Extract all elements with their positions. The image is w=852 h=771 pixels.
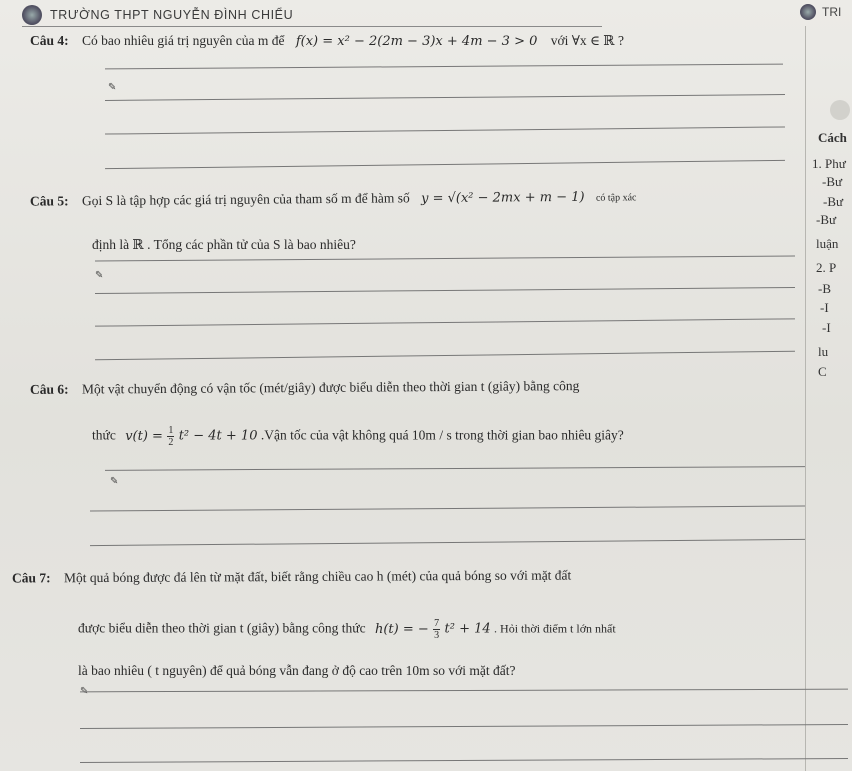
question-7-line-2-start: được biểu diễn theo thời gian t (giây) bằng công thức <box>78 620 366 636</box>
next-page-text: 2. P <box>816 260 837 275</box>
question-7 <box>12 567 571 588</box>
question-4-formula: f(x) = x² − 2(2m − 3)x + 4m − 3 > 0 <box>295 34 538 49</box>
question-7-line-2 <box>78 618 616 641</box>
next-page-text: lu <box>818 344 829 359</box>
page-fold-edge <box>805 26 806 771</box>
next-page-text: -I <box>822 320 831 335</box>
next-page-text: -Bư <box>823 194 844 209</box>
next-page-text: -B <box>818 281 831 296</box>
question-7-label: Câu 7: <box>11 570 51 586</box>
pencil-icon: ✎ <box>95 270 104 281</box>
question-5-label: Câu 5: <box>29 193 69 209</box>
question-7-line-3: là bao nhiêu ( t nguyên) để quả bóng vẫn đang ở độ cao trên 10m so với mặt đất? <box>78 663 516 678</box>
answer-line[interactable] <box>95 256 795 262</box>
question-6-line-2-start: thức <box>92 427 116 443</box>
next-page-text: 1. Phư <box>812 156 846 171</box>
question-5-line-2: định là ℝ . Tổng các phần tử của S là bao nhiêu? <box>92 237 356 252</box>
question-5 <box>30 187 637 212</box>
next-page-heading: Cách <box>818 130 847 145</box>
question-5-tail: có tập xác <box>595 192 637 204</box>
question-7-line-2-end: . Hỏi thời điểm t lớn nhất <box>494 621 616 636</box>
question-6-line-2-end: .Vận tốc của vật không quá 10m / s trong thời gian bao nhiêu giây? <box>260 427 624 443</box>
answer-line[interactable] <box>80 724 848 729</box>
header-divider <box>22 26 602 27</box>
answer-line[interactable] <box>105 466 805 471</box>
question-6-text: Một vật chuyển động có vận tốc (mét/giây) được biểu diễn theo thời gian t (giây) bằng công <box>81 378 580 397</box>
question-5-text: Gọi S là tập hợp các giá trị nguyên của tham số m để hàm số <box>81 190 410 209</box>
question-7-formula-rhs: t² + 14 <box>444 621 491 637</box>
question-4-label: Câu 4: <box>30 33 69 48</box>
question-6-label: Câu 6: <box>29 381 69 397</box>
question-6-formula-rhs: t² − 4t + 10 <box>178 428 258 444</box>
answer-line[interactable] <box>95 318 795 326</box>
school-logo-icon <box>22 5 42 25</box>
question-7-text: Một quả bóng được đá lên từ mặt đất, biết rằng chiều cao h (mét) của quả bóng so với mặt đất <box>63 567 572 586</box>
answer-line[interactable] <box>90 539 805 546</box>
answer-line[interactable] <box>90 506 805 512</box>
question-4 <box>30 32 624 51</box>
next-page-text: C <box>818 364 827 379</box>
school-logo-icon-right <box>800 4 816 20</box>
answer-line[interactable] <box>80 689 848 693</box>
answer-line[interactable] <box>95 287 795 294</box>
fraction-denominator: 3 <box>434 630 440 641</box>
fraction-denominator: 2 <box>168 437 174 448</box>
question-4-tail: với ∀x ∈ ℝ ? <box>550 33 624 48</box>
school-name: TRƯỜNG THPT NGUYỄN ĐÌNH CHIỂU <box>50 8 294 22</box>
school-header <box>22 4 293 26</box>
next-page-school-fragment: TRI <box>822 5 842 19</box>
pencil-icon: ✎ <box>108 82 117 93</box>
fraction-numerator: 7 <box>434 618 440 629</box>
answer-line[interactable] <box>105 126 785 134</box>
next-page-text: -I <box>820 300 829 315</box>
question-5-formula: y = √(x² − 2mx + m − 1) <box>421 189 585 207</box>
next-page-header <box>800 4 841 20</box>
question-6-line-2 <box>92 425 624 448</box>
question-6-fraction <box>167 425 174 448</box>
question-4-text: Có bao nhiêu giá trị nguyên của m để <box>82 33 285 48</box>
next-page-text: -Bư <box>816 212 837 227</box>
answer-line[interactable] <box>105 160 785 169</box>
question-7-fraction <box>433 618 440 641</box>
answer-line[interactable] <box>105 64 783 70</box>
next-page-text: -Bư <box>822 174 843 189</box>
paper-shadow-mark <box>830 100 850 120</box>
question-6 <box>30 377 579 399</box>
question-7-formula-lhs: h(t) = − <box>374 621 429 637</box>
answer-line[interactable] <box>95 351 795 361</box>
question-6-formula-lhs: v(t) = <box>125 428 163 444</box>
answer-line[interactable] <box>105 94 785 101</box>
fraction-numerator: 1 <box>168 425 174 436</box>
answer-line[interactable] <box>80 758 848 763</box>
next-page-text: luận <box>816 236 839 251</box>
pencil-icon: ✎ <box>110 476 119 487</box>
